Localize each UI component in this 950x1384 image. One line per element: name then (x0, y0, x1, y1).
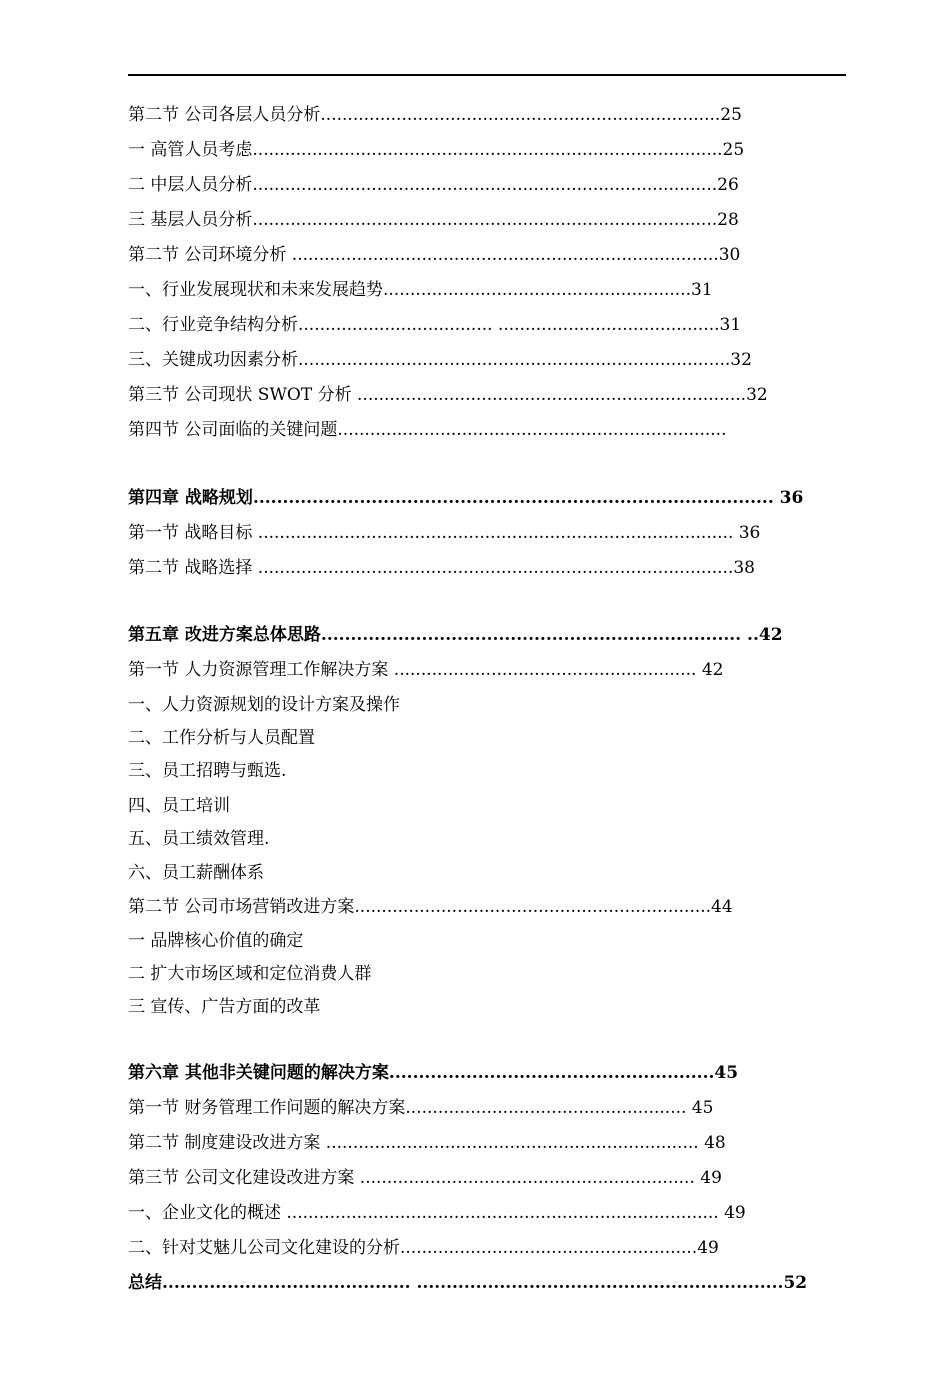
toc-entry[interactable]: 二、针对艾魅儿公司文化建设的分析.......................................................49 (128, 1238, 719, 1258)
toc-chapter[interactable]: 第五章 改进方案总体思路....................................................................... ..42 (128, 625, 783, 645)
toc-entry[interactable]: 第一节 战略目标 ........................................................................................ 36 (128, 523, 761, 543)
toc-entry[interactable]: 一、行业发展现状和未来发展趋势.........................................................31 (128, 280, 713, 300)
toc-entry[interactable]: 二、工作分析与人员配置 (128, 728, 315, 748)
toc-entry[interactable]: 二 扩大市场区域和定位消费人群 (128, 964, 372, 984)
toc-entry[interactable]: 第三节 公司文化建设改进方案 .............................................................. 49 (128, 1168, 722, 1188)
toc-entry[interactable]: 第二节 公司环境分析 ...............................................................................30 (128, 245, 741, 265)
toc-entry[interactable]: 第二节 公司各层人员分析..........................................................................25 (128, 105, 742, 125)
toc-entry[interactable]: 一 品牌核心价值的确定 (128, 931, 304, 951)
toc-entry[interactable]: 第二节 战略选择 ........................................................................................38 (128, 558, 755, 578)
toc-entry[interactable]: 一 高管人员考虑.......................................................................................25 (128, 140, 745, 160)
toc-entry[interactable]: 二 中层人员分析......................................................................................26 (128, 175, 739, 195)
toc-chapter[interactable]: 第四章 战略规划........................................................................................ 36 (128, 488, 804, 508)
toc-entry[interactable]: 第一节 财务管理工作问题的解决方案.................................................... 45 (128, 1098, 714, 1118)
toc-chapter[interactable]: 第六章 其他非关键问题的解决方案.......................................................45 (128, 1063, 739, 1083)
toc-entry[interactable]: 第二节 公司市场营销改进方案..................................................................44 (128, 897, 733, 917)
toc-entry[interactable]: 一、人力资源规划的设计方案及操作 (128, 695, 400, 715)
toc-summary[interactable]: 总结.......................................... ..............................................................52 (128, 1273, 808, 1293)
toc-entry[interactable]: 一、企业文化的概述 ................................................................................ 49 (128, 1203, 746, 1223)
toc-entry[interactable]: 第三节 公司现状 SWOT 分析 ........................................................................32 (128, 385, 768, 405)
toc-entry[interactable]: 三、关键成功因素分析................................................................................32 (128, 350, 752, 370)
toc-entry[interactable]: 五、员工绩效管理. (128, 829, 270, 849)
toc-entry[interactable]: 三 基层人员分析......................................................................................28 (128, 210, 739, 230)
toc-entry[interactable]: 六、员工薪酬体系 (128, 863, 264, 883)
toc-entry[interactable]: 第一节 人力资源管理工作解决方案 ........................................................ 42 (128, 660, 724, 680)
toc-entry[interactable]: 三 宣传、广告方面的改革 (128, 997, 321, 1017)
header-rule (128, 74, 846, 76)
toc-entry[interactable]: 第四节 公司面临的关键问题........................................................................ (128, 420, 727, 440)
toc-entry[interactable]: 第二节 制度建设改进方案 ..................................................................... 48 (128, 1133, 726, 1153)
toc-entry[interactable]: 二、行业竞争结构分析.................................... .........................................31 (128, 315, 742, 335)
toc-entry[interactable]: 三、员工招聘与甄选. (128, 761, 287, 781)
toc-entry[interactable]: 四、员工培训 (128, 796, 230, 816)
